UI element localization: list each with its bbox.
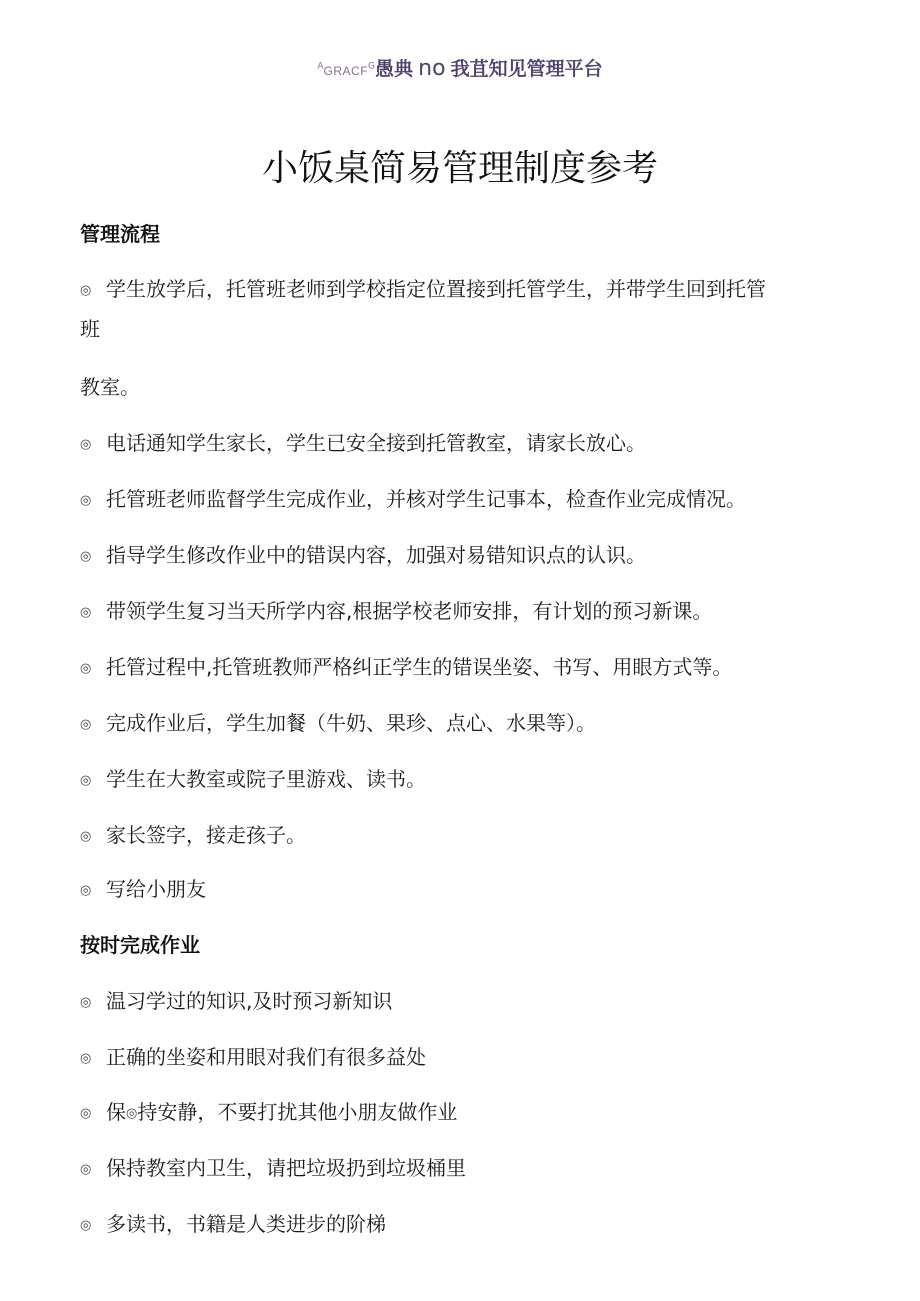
bullet-icon: ◎ [126, 1106, 138, 1121]
bullet-icon: ◎ [80, 1106, 92, 1121]
list-item [80, 273, 766, 302]
bullet-icon: ◎ [80, 549, 92, 564]
list-item [80, 651, 732, 680]
list-item [80, 707, 596, 736]
bullet-icon: ◎ [80, 1162, 92, 1177]
list-item-continuation: 教室。 [80, 375, 140, 399]
list-item [80, 763, 426, 792]
header-brand: 愚典 [375, 58, 414, 80]
bullet-icon: ◎ [80, 995, 92, 1010]
list-item-text: 写给小朋友 [106, 877, 206, 901]
list-item [80, 1041, 426, 1070]
bullet-icon: ◎ [80, 661, 92, 676]
list-item-text: 多读书，书籍是人类进步的阶梯 [106, 1212, 386, 1236]
bullet-icon: ◎ [80, 493, 92, 508]
list-item [80, 1152, 466, 1181]
header-platform: 我苴知见管理平台 [450, 58, 603, 80]
bullet-icon: ◎ [80, 883, 92, 898]
list-item [80, 595, 712, 624]
list-item-text: 保持教室内卫生，请把垃圾扔到垃圾桶里 [106, 1156, 466, 1180]
header-no: no [418, 56, 446, 81]
list-item-text: 学生放学后，托管班老师到学校指定位置接到托管学生，并带学生回到托管 [106, 277, 766, 301]
list-item-text: 托管过程中,托管班教师严格纠正学生的错误坐姿、书写、用眼方式等。 [106, 655, 733, 679]
bullet-icon: ◎ [80, 829, 92, 844]
section-heading-process: 管理流程 [80, 222, 160, 246]
list-item-text: 完成作业后，学生加餐（牛奶、果珍、点心、水果等）。 [106, 711, 596, 735]
list-item [80, 819, 306, 848]
list-item [80, 539, 646, 568]
list-item [80, 1096, 457, 1125]
list-item-prefix: 保 [106, 1100, 126, 1124]
bullet-icon: ◎ [80, 437, 92, 452]
page-header [0, 54, 920, 81]
list-item-text: 温习学过的知识,及时预习新知识 [106, 989, 393, 1013]
header-prefix-text: GRACF [323, 64, 369, 78]
bullet-icon: ◎ [80, 1051, 92, 1066]
list-item-continuation: 班 [80, 317, 100, 341]
header-prefix-a: A [317, 61, 324, 72]
list-item [80, 985, 392, 1014]
list-item [80, 483, 746, 512]
bullet-icon: ◎ [80, 773, 92, 788]
bullet-icon: ◎ [80, 717, 92, 732]
list-item-text: 持安静，不要打扰其他小朋友做作业 [137, 1100, 458, 1124]
list-item-text: 正确的坐姿和用眼对我们有很多益处 [106, 1045, 426, 1069]
bullet-icon: ◎ [80, 1218, 92, 1233]
list-item-text: 托管班老师监督学生完成作业，并核对学生记事本，检查作业完成情况。 [106, 487, 746, 511]
list-item-text: 学生在大教室或院子里游戏、读书。 [106, 767, 426, 791]
list-item [80, 427, 646, 456]
list-item [80, 873, 206, 902]
bullet-icon: ◎ [80, 283, 92, 298]
header-prefix-g: G [368, 61, 376, 72]
list-item-text: 家长签字，接走孩子。 [106, 823, 306, 847]
list-item-text: 带领学生复习当天所学内容,根据学校老师安排，有计划的预习新课。 [106, 599, 713, 623]
section-heading-homework: 按时完成作业 [80, 933, 200, 957]
list-item-text: 指导学生修改作业中的错误内容，加强对易错知识点的认识。 [106, 543, 646, 567]
bullet-icon: ◎ [80, 605, 92, 620]
page-title: 小饭桌简易管理制度参考 [261, 148, 658, 189]
list-item [80, 1208, 386, 1237]
list-item-text: 电话通知学生家长，学生已安全接到托管教室，请家长放心。 [106, 431, 646, 455]
